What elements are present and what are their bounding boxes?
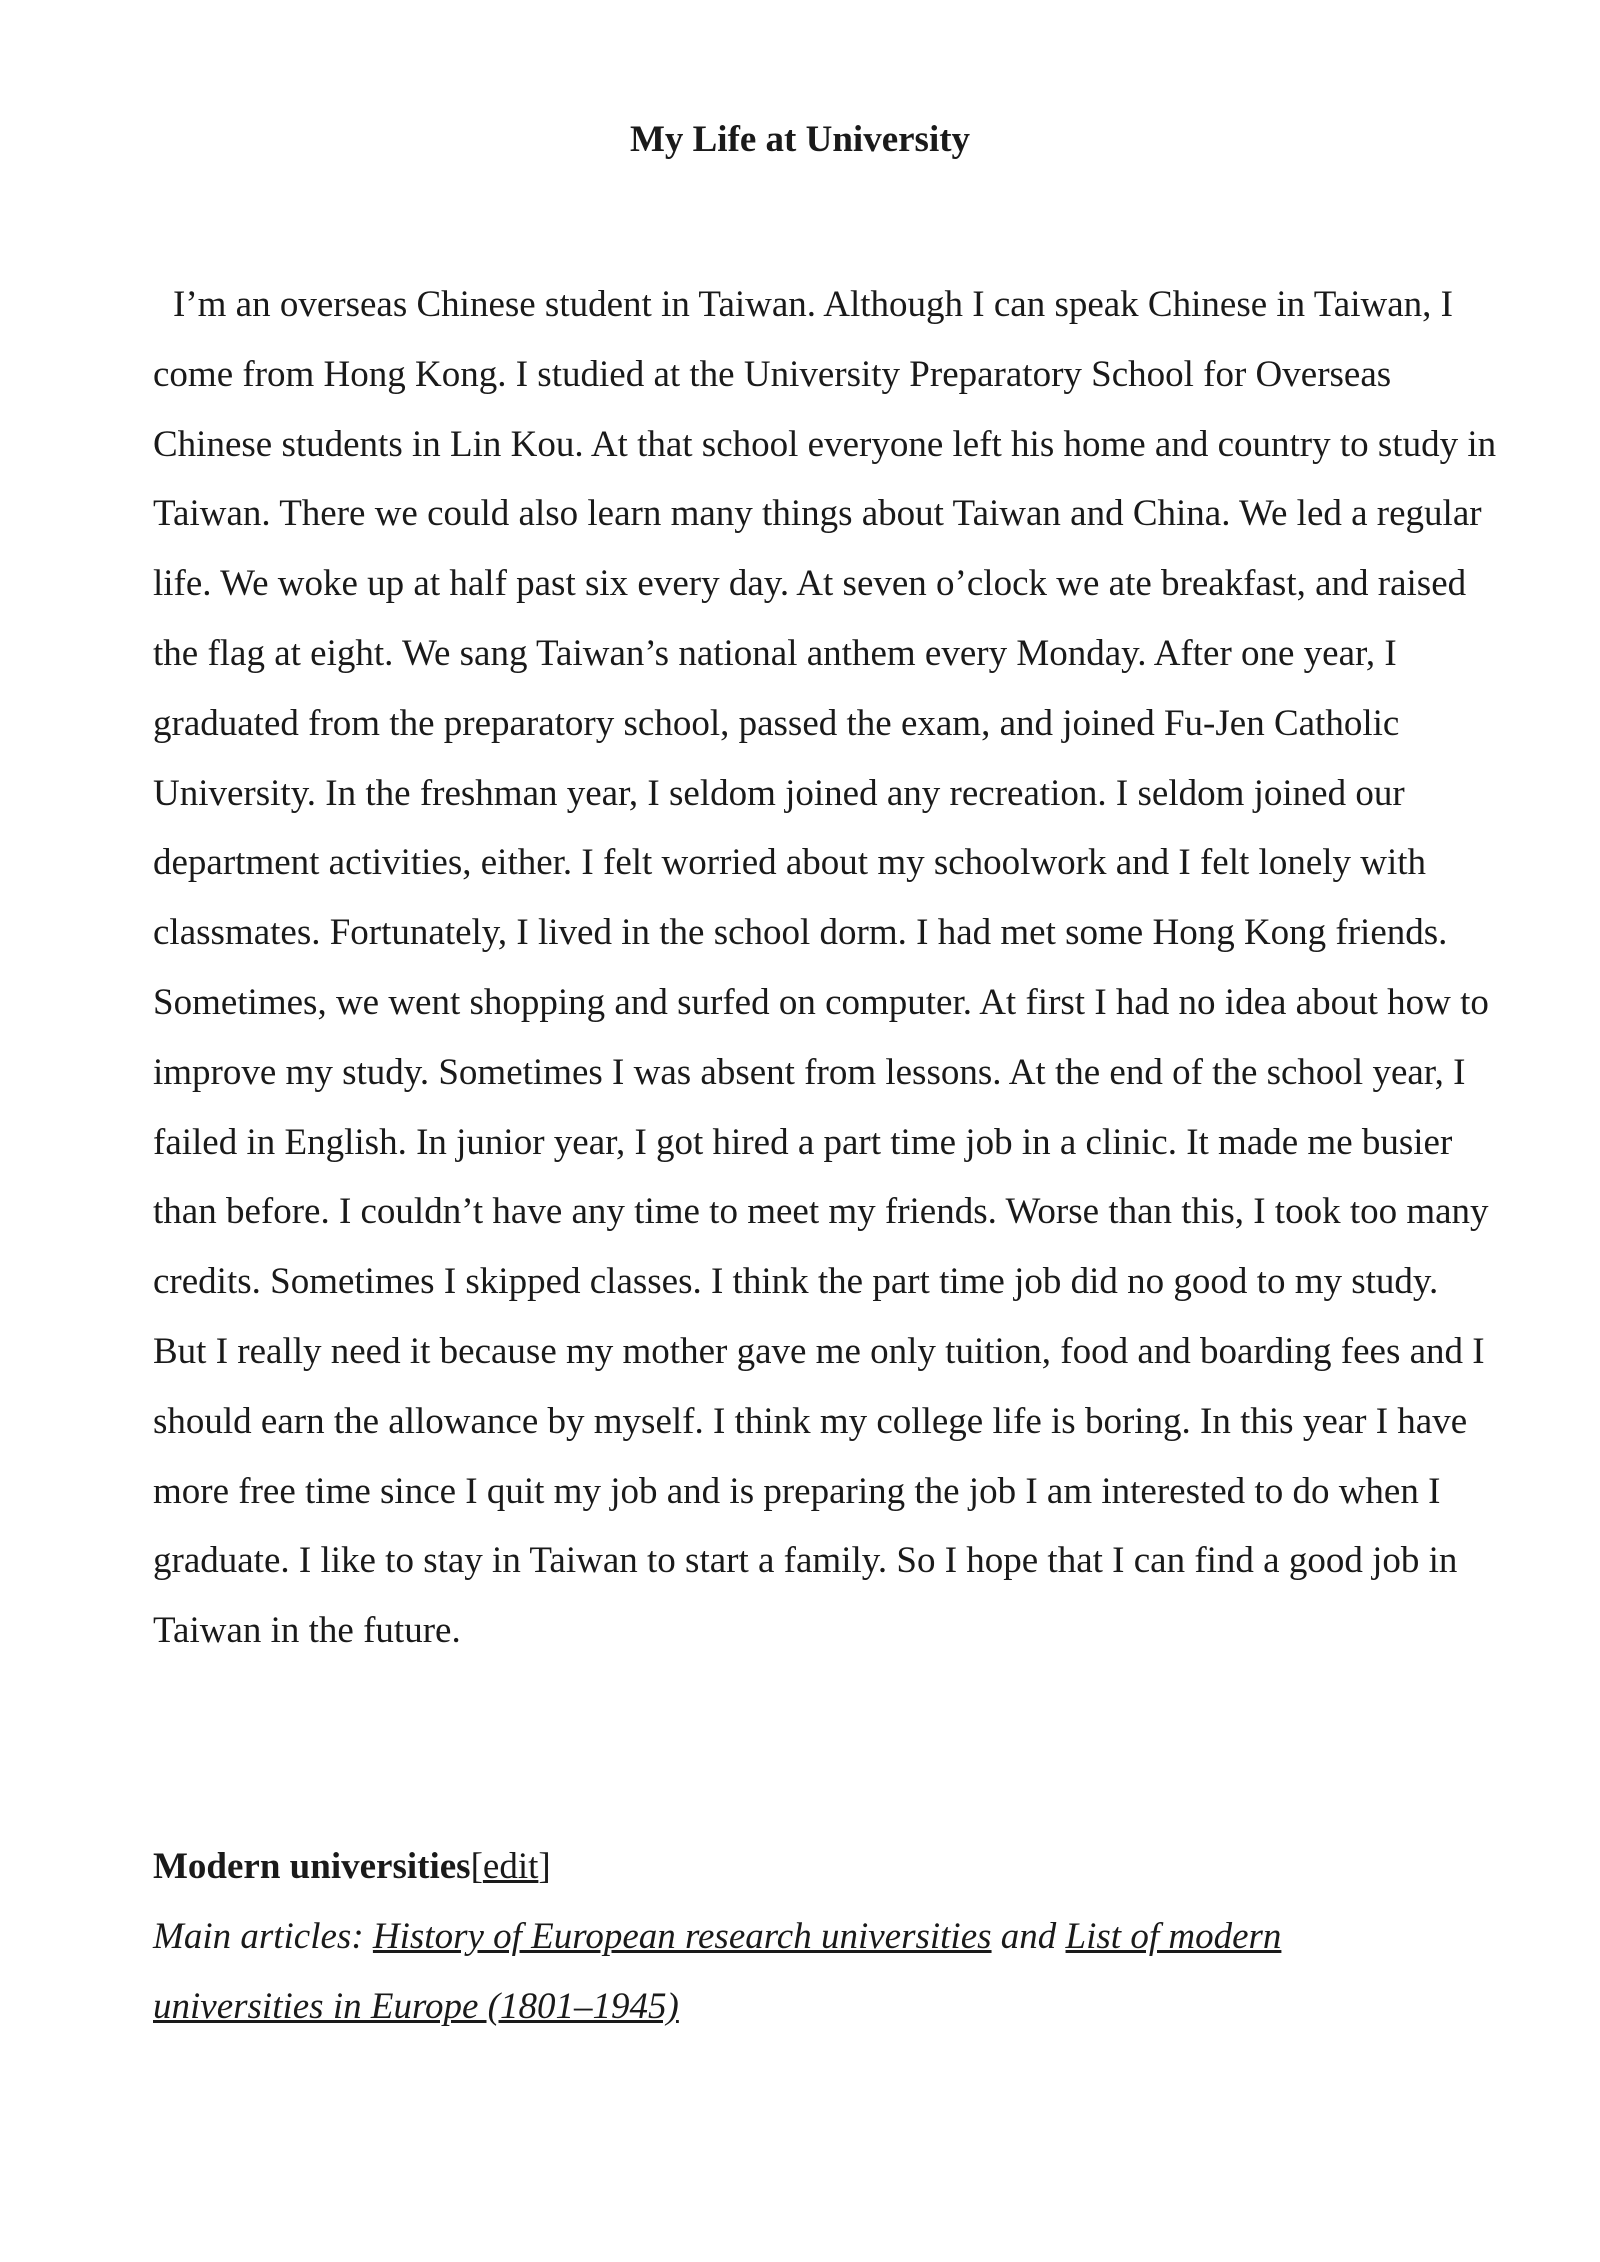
- document-title: My Life at University: [629, 119, 971, 160]
- edit-bracket-open: [: [470, 1846, 483, 1887]
- main-articles-prefix: Main articles:: [153, 1916, 373, 1957]
- edit-link[interactable]: edit: [482, 1846, 539, 1887]
- body-paragraph: I’m an overseas Chinese student in Taiwan. Although I can speak Chinese in Taiwan, I come from Hong Kong. I studied at the University Preparatory School for Overseas Chinese students in Lin Kou. At that school everyone left his home and country to study in Taiwan. There we could also learn many things about Taiwan and China. We led a regular life. We woke up at half past six every day. At seven o’clock we ate breakfast, and raised the flag at eight. We sang Taiwan’s national anthem every Monday. After one year, I graduated from the preparatory school, passed the exam, and joined Fu-Jen Catholic University. In the freshman year, I seldom joined any recreation. I seldom joined our department activities, either. I felt worried about my schoolwork and I felt lonely with classmates. Fortunately, I lived in the school dorm. I had met some Hong Kong friends. Sometimes, we went shopping and surfed on computer. At first I had no idea about how to improve my study. Sometimes I was absent from lessons. At the end of the school year, I failed in English. In junior year, I got hired a part time job in a clinic. It made me busier than before. I couldn’t have any time to meet my friends. Worse than this, I took too many credits. Sometimes I skipped classes. I think the part time job did no good to my study. But I really need it because my mother gave me only tuition, food and boarding fees and I should earn the allowance by myself. I think my college life is boring. In this year I have more free time since I quit my job and is preparing the job I am interested to do when I graduate. I like to stay in Taiwan to start a family. So I hope that I can find a good job in Taiwan in the future.: [153, 284, 1497, 1652]
- section-heading: [153, 1832, 551, 1902]
- main-articles-note: [153, 1902, 1453, 2042]
- edit-bracket-close: ]: [538, 1846, 551, 1887]
- list-of-modern-universities-link[interactable]: List of modern universities in Europe (1801–1945): [153, 1916, 1282, 2027]
- main-articles-conjunction: and: [991, 1916, 1066, 1957]
- history-of-european-research-universities-link[interactable]: History of European research universities: [372, 1916, 992, 1957]
- section-heading-text: Modern universities: [153, 1846, 471, 1887]
